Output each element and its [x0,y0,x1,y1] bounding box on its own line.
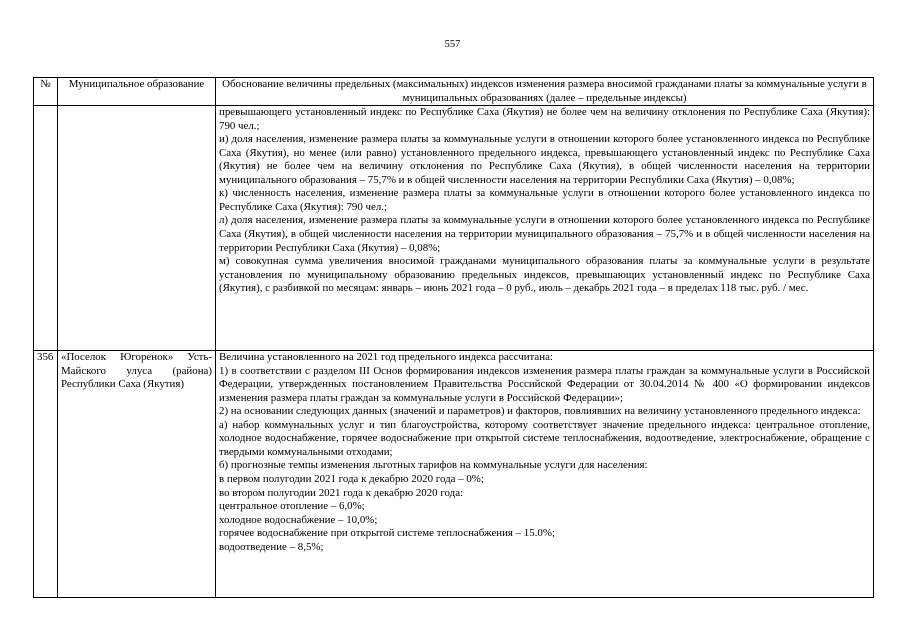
paragraph: превышающего установленный индекс по Республике Саха (Якутия) не более чем на величину отклонения по Республике Саха (Якутия): 790 чел.; [219,106,870,132]
row-municipality: «Поселок Югоренок» Усть-Майского улуса (района) Республики Саха (Якутия) [58,351,216,598]
paragraph: л) доля населения, изменение размера платы за коммунальные услуги в отношении которого более установленного индекса по Республике Саха (Якутия), в общей численности населения на территории муниципального образования – 75,7% и в общей численности населения на территории Республики Саха (Якутия) – 0,08%; [219,214,870,254]
row-municipality [58,106,216,351]
table-row [34,106,874,351]
row-number: 356 [34,351,58,598]
paragraph: в первом полугодии 2021 года к декабрю 2020 года – 0%; [219,473,484,486]
header-justification: Обоснование величины предельных (максимальных) индексов изменения размера вносимой гражданами платы за коммунальные услуги в муниципальных образованиях (далее – предельные индексы) [216,78,874,106]
row-justification [216,106,874,351]
paragraph: Величина установленного на 2021 год предельного индекса рассчитана: [219,351,553,364]
paragraph: центральное отопление – 6,0%; [219,500,365,513]
paragraph: холодное водоснабжение – 10,0%; [219,513,378,526]
paragraph: водоотведение – 8,5%; [219,540,324,553]
paragraph: горячее водоснабжение при открытой системе теплоснабжения – 15.0%; [219,527,555,540]
paragraph: а) набор коммунальных услуг и тип благоустройства, которому соответствует значение предельного индекса: центральное отопление, холодное водоснабжение, горячее водоснабжение при открытой системе теплоснабжения, водоотведение, электроснабжение, обращение с твердыми коммунальными отходами; [219,418,870,458]
paragraph: б) прогнозные темпы изменения льготных тарифов на коммунальные услуги для населения: [219,459,648,472]
justification-table [33,77,874,598]
paragraph: 2) на основании следующих данных (значений и параметров) и факторов, повлиявших на величину установленного предельного индекса: [219,405,861,418]
row-justification [216,351,874,598]
paragraph: к) численность населения, изменение размера платы за коммунальные услуги в отношении которого более установленного индекса по Республике Саха (Якутия): 790 чел.; [219,187,870,213]
paragraph: во втором полугодии 2021 года к декабрю 2020 года: [219,486,464,499]
paragraph: 1) в соответствии с разделом III Основ формирования индексов изменения размера платы граждан за коммунальные услуги в Российской Федерации, утвержденных постановлением Правительства Российской Федерации от 30.04.2014 № 400 «О формировании индексов изменения размера платы граждан за коммунальные услуги в Российской Федерации»; [219,364,870,404]
table-header-row [34,78,874,106]
page-number: 557 [444,39,461,50]
table-row [34,351,874,598]
header-number: № [34,78,58,106]
row-number [34,106,58,351]
paragraph: и) доля населения, изменение размера платы за коммунальные услуги в отношении которого более установленного индекса по Республике Саха (Якутия), но менее (или равно) установленного предельного индекса, превышающего установленный индекс по Республике Саха (Якутия) не более чем на величину отклонения по Республике Саха (Якутия), в общей численности населения на территории муниципального образования – 75,7% и в общей численности населения на территории Республики Саха (Якутия) – 0,08%; [219,133,870,186]
paragraph: м) совокупная сумма увеличения вносимой гражданами муниципального образования платы за коммунальные услуги в результате установления по муниципальному образованию предельных индексов, превышающих установленный индекс по Республике Саха (Якутия), с разбивкой по месяцам: январь – июнь 2021 года – 0 руб., июль – декабрь 2021 года – в пределах 118 тыс. руб. / мес. [219,255,870,295]
header-municipality: Муниципальное образование [58,78,216,106]
